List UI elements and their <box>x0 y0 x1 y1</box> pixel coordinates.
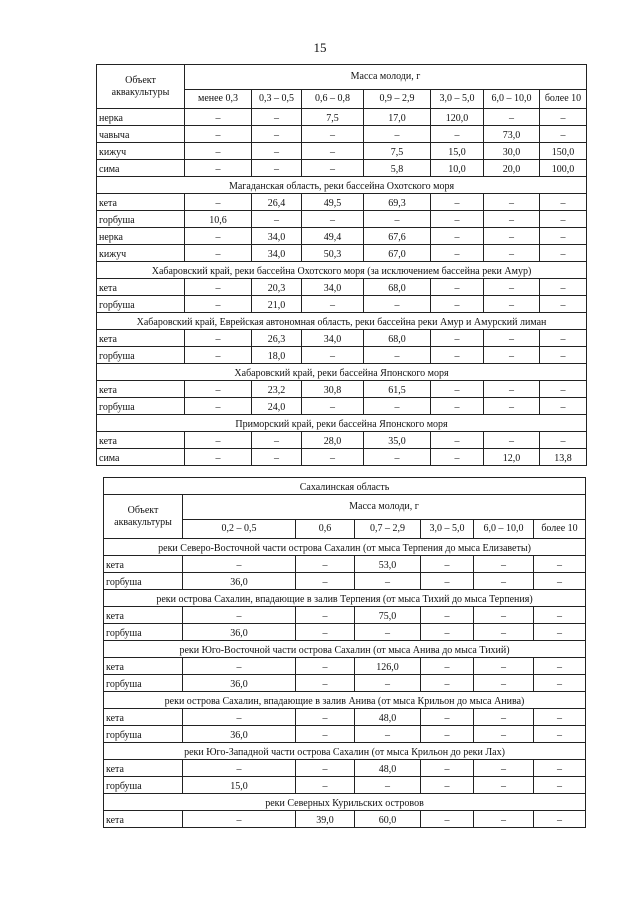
mass-cell: – <box>302 398 364 415</box>
mass-cell: – <box>431 279 484 296</box>
table-row <box>97 109 587 126</box>
species-name: кета <box>97 381 185 398</box>
mass-cell: – <box>474 777 534 794</box>
mass-cell: – <box>421 726 474 743</box>
table-row <box>97 381 587 398</box>
mass-cell: – <box>185 160 252 177</box>
mass-cell: – <box>252 109 302 126</box>
mass-cell: – <box>252 432 302 449</box>
object-header: Объект аквакультуры <box>97 65 185 109</box>
mass-cell: – <box>364 296 431 313</box>
species-name: нерка <box>97 109 185 126</box>
mass-cell: – <box>534 573 586 590</box>
mass-cell: – <box>431 330 484 347</box>
mass-cell: – <box>355 573 421 590</box>
table-row <box>97 330 587 347</box>
mass-cell: 30,8 <box>302 381 364 398</box>
mass-cell: – <box>296 658 355 675</box>
mass-cell: – <box>185 143 252 160</box>
mass-cell: – <box>484 432 540 449</box>
mass-cell: 28,0 <box>302 432 364 449</box>
table-row <box>97 279 587 296</box>
mass-cell: – <box>185 296 252 313</box>
mass-cell: 60,0 <box>355 811 421 828</box>
section-title: Хабаровский край, реки бассейна Охотского моря (за исключением бассейна реки Амур) <box>97 262 587 279</box>
mass-cell: – <box>355 777 421 794</box>
table-row <box>97 160 587 177</box>
object-header: Объект аквакультуры <box>104 495 183 539</box>
mass-cell: – <box>431 194 484 211</box>
mass-cell: 48,0 <box>355 760 421 777</box>
mass-cell: – <box>540 381 587 398</box>
mass-cell: 26,3 <box>252 330 302 347</box>
mass-cell: – <box>484 296 540 313</box>
mass-cell: – <box>474 556 534 573</box>
mass-cell: – <box>540 347 587 364</box>
mass-cell: – <box>421 607 474 624</box>
mass-cell: 10,6 <box>185 211 252 228</box>
mass-cell: 7,5 <box>302 109 364 126</box>
column-header: 0,3 – 0,5 <box>252 90 302 109</box>
mass-cell: – <box>355 675 421 692</box>
mass-cell: 49,5 <box>302 194 364 211</box>
section-row <box>104 590 586 607</box>
mass-cell: – <box>252 211 302 228</box>
mass-cell: – <box>183 607 296 624</box>
mass-cell: – <box>183 658 296 675</box>
mass-cell: – <box>252 449 302 466</box>
mass-cell: 48,0 <box>355 709 421 726</box>
species-name: горбуша <box>104 624 183 641</box>
mass-cell: – <box>474 726 534 743</box>
table-row <box>104 658 586 675</box>
mass-cell: 17,0 <box>364 109 431 126</box>
mass-cell: – <box>431 398 484 415</box>
mass-cell: 39,0 <box>296 811 355 828</box>
mass-cell: – <box>474 709 534 726</box>
section-title: реки Юго-Западной части острова Сахалин (от мыса Крильон до реки Лах) <box>104 743 586 760</box>
mass-cell: 36,0 <box>183 675 296 692</box>
section-row <box>97 415 587 432</box>
table-row <box>104 811 586 828</box>
mass-cell: 18,0 <box>252 347 302 364</box>
page-number: 15 <box>313 40 327 55</box>
mass-cell: – <box>421 777 474 794</box>
column-header: 3,0 – 5,0 <box>421 520 474 539</box>
table-row <box>104 624 586 641</box>
mass-cell: – <box>355 726 421 743</box>
mass-cell: – <box>484 398 540 415</box>
mass-cell: – <box>534 811 586 828</box>
mass-cell: – <box>185 381 252 398</box>
mass-cell: – <box>296 556 355 573</box>
mass-cell: – <box>252 143 302 160</box>
species-name: горбуша <box>104 675 183 692</box>
table-row <box>97 296 587 313</box>
mass-cell: – <box>484 194 540 211</box>
table-row <box>104 709 586 726</box>
mass-cell: – <box>534 675 586 692</box>
mass-cell: – <box>185 109 252 126</box>
species-name: кета <box>104 658 183 675</box>
mass-cell: – <box>185 245 252 262</box>
column-header: менее 0,3 <box>185 90 252 109</box>
table-row <box>104 675 586 692</box>
mass-cell: – <box>534 726 586 743</box>
mass-cell: – <box>421 811 474 828</box>
mass-cell: – <box>183 709 296 726</box>
mass-cell: 126,0 <box>355 658 421 675</box>
juvenile-mass-table-sakhalin <box>103 477 586 828</box>
mass-cell: – <box>484 381 540 398</box>
table-row <box>97 211 587 228</box>
section-title: Хабаровский край, реки бассейна Японского моря <box>97 364 587 381</box>
mass-cell: 36,0 <box>183 726 296 743</box>
mass-cell: – <box>296 675 355 692</box>
section-row <box>104 794 586 811</box>
mass-cell: – <box>431 211 484 228</box>
mass-cell: – <box>421 573 474 590</box>
mass-cell: – <box>484 228 540 245</box>
table-row <box>97 194 587 211</box>
section-title: Приморский край, реки бассейна Японского моря <box>97 415 587 432</box>
mass-cell: – <box>364 126 431 143</box>
mass-cell: – <box>185 279 252 296</box>
species-name: кета <box>104 811 183 828</box>
species-name: горбуша <box>104 573 183 590</box>
mass-cell: 20,0 <box>484 160 540 177</box>
mass-cell: – <box>302 347 364 364</box>
species-name: кета <box>97 432 185 449</box>
mass-cell: – <box>431 381 484 398</box>
mass-cell: – <box>484 109 540 126</box>
table-row <box>104 607 586 624</box>
mass-cell: – <box>296 709 355 726</box>
species-name: кета <box>97 279 185 296</box>
mass-cell: 35,0 <box>364 432 431 449</box>
mass-cell: 26,4 <box>252 194 302 211</box>
mass-cell: – <box>185 194 252 211</box>
mass-cell: – <box>421 658 474 675</box>
species-name: чавыча <box>97 126 185 143</box>
mass-cell: 34,0 <box>252 245 302 262</box>
mass-cell: 12,0 <box>484 449 540 466</box>
mass-cell: – <box>431 296 484 313</box>
mass-cell: – <box>540 296 587 313</box>
mass-cell: 50,3 <box>302 245 364 262</box>
table-row <box>97 143 587 160</box>
mass-cell: – <box>534 777 586 794</box>
table-row <box>104 573 586 590</box>
mass-cell: – <box>364 347 431 364</box>
mass-cell: – <box>183 556 296 573</box>
mass-cell: – <box>302 126 364 143</box>
mass-cell: – <box>484 245 540 262</box>
table-row <box>104 726 586 743</box>
section-row <box>97 177 587 194</box>
column-header: 0,2 – 0,5 <box>183 520 296 539</box>
species-name: кижуч <box>97 245 185 262</box>
mass-cell: – <box>540 194 587 211</box>
mass-cell: 68,0 <box>364 330 431 347</box>
mass-cell: – <box>540 228 587 245</box>
region-title: Сахалинская область <box>104 478 586 495</box>
mass-cell: – <box>302 160 364 177</box>
table-row <box>97 228 587 245</box>
mass-cell: – <box>534 760 586 777</box>
mass-cell: – <box>484 347 540 364</box>
table-row <box>104 760 586 777</box>
table-row <box>97 347 587 364</box>
mass-cell: – <box>474 573 534 590</box>
mass-cell: – <box>540 109 587 126</box>
mass-cell: – <box>296 573 355 590</box>
mass-cell: 61,5 <box>364 381 431 398</box>
section-title: реки Юго-Восточной части острова Сахалин (от мыса Анива до мыса Тихий) <box>104 641 586 658</box>
mass-cell: – <box>540 279 587 296</box>
mass-cell: – <box>421 709 474 726</box>
mass-cell: – <box>484 330 540 347</box>
mass-cell: 7,5 <box>364 143 431 160</box>
mass-cell: – <box>296 607 355 624</box>
mass-cell: – <box>421 556 474 573</box>
mass-cell: – <box>185 330 252 347</box>
section-row <box>97 262 587 279</box>
mass-cell: – <box>296 624 355 641</box>
mass-cell: – <box>421 760 474 777</box>
section-row <box>104 692 586 709</box>
mass-cell: – <box>534 658 586 675</box>
mass-cell: – <box>431 347 484 364</box>
species-name: кета <box>104 760 183 777</box>
mass-cell: – <box>534 607 586 624</box>
mass-cell: 53,0 <box>355 556 421 573</box>
mass-cell: – <box>302 211 364 228</box>
mass-cell: – <box>474 760 534 777</box>
mass-cell: – <box>534 624 586 641</box>
species-name: кета <box>104 709 183 726</box>
species-name: кета <box>104 607 183 624</box>
mass-cell: 73,0 <box>484 126 540 143</box>
column-header: 6,0 – 10,0 <box>474 520 534 539</box>
section-row <box>104 641 586 658</box>
section-row <box>104 743 586 760</box>
mass-cell: 120,0 <box>431 109 484 126</box>
mass-cell: – <box>183 760 296 777</box>
mass-cell: – <box>185 126 252 143</box>
mass-cell: – <box>364 211 431 228</box>
mass-cell: – <box>474 675 534 692</box>
section-title: реки Северных Курильских островов <box>104 794 586 811</box>
mass-cell: – <box>431 245 484 262</box>
mass-cell: 100,0 <box>540 160 587 177</box>
column-header: 0,7 – 2,9 <box>355 520 421 539</box>
mass-cell: 30,0 <box>484 143 540 160</box>
species-name: горбуша <box>104 726 183 743</box>
species-name: горбуша <box>104 777 183 794</box>
mass-cell: 34,0 <box>302 330 364 347</box>
region-row <box>104 478 586 495</box>
mass-cell: 69,3 <box>364 194 431 211</box>
mass-cell: 68,0 <box>364 279 431 296</box>
mass-cell: – <box>474 624 534 641</box>
mass-cell: 13,8 <box>540 449 587 466</box>
mass-cell: – <box>474 607 534 624</box>
mass-cell: – <box>421 624 474 641</box>
column-header: более 10 <box>540 90 587 109</box>
section-row <box>104 539 586 556</box>
section-title: реки острова Сахалин, впадающие в залив Терпения (от мыса Тихий до мыса Терпения) <box>104 590 586 607</box>
mass-cell: – <box>355 624 421 641</box>
mass-cell: – <box>302 296 364 313</box>
mass-cell: 36,0 <box>183 573 296 590</box>
species-name: кета <box>97 330 185 347</box>
mass-cell: – <box>431 432 484 449</box>
table-row <box>97 432 587 449</box>
mass-cell: – <box>534 709 586 726</box>
mass-cell: – <box>474 811 534 828</box>
header-row <box>104 495 586 520</box>
mass-cell: – <box>252 126 302 143</box>
table-row <box>97 449 587 466</box>
species-name: сима <box>97 160 185 177</box>
table-row <box>104 556 586 573</box>
mass-cell: – <box>302 143 364 160</box>
mass-cell: 20,3 <box>252 279 302 296</box>
mass-cell: – <box>364 398 431 415</box>
section-title: реки острова Сахалин, впадающие в залив Анива (от мыса Крильон до мыса Анива) <box>104 692 586 709</box>
mass-cell: – <box>252 160 302 177</box>
mass-cell: – <box>540 245 587 262</box>
mass-cell: – <box>431 126 484 143</box>
species-name: кета <box>104 556 183 573</box>
mass-header: Масса молоди, г <box>185 65 587 90</box>
species-name: горбуша <box>97 211 185 228</box>
mass-cell: – <box>185 398 252 415</box>
mass-cell: – <box>183 811 296 828</box>
mass-cell: – <box>431 449 484 466</box>
mass-cell: – <box>540 432 587 449</box>
mass-cell: 75,0 <box>355 607 421 624</box>
species-name: кижуч <box>97 143 185 160</box>
mass-cell: 24,0 <box>252 398 302 415</box>
mass-cell: – <box>185 228 252 245</box>
mass-cell: – <box>540 398 587 415</box>
species-name: нерка <box>97 228 185 245</box>
mass-cell: – <box>474 658 534 675</box>
mass-cell: 49,4 <box>302 228 364 245</box>
section-title: Хабаровский край, Еврейская автономная область, реки бассейна реки Амур и Амурский лиман <box>97 313 587 330</box>
mass-cell: – <box>540 126 587 143</box>
mass-cell: – <box>185 449 252 466</box>
mass-cell: 34,0 <box>252 228 302 245</box>
mass-cell: – <box>431 228 484 245</box>
mass-header: Масса молоди, г <box>183 495 586 520</box>
mass-cell: 10,0 <box>431 160 484 177</box>
column-header: более 10 <box>534 520 586 539</box>
column-header: 0,6 <box>296 520 355 539</box>
mass-cell: – <box>484 211 540 228</box>
juvenile-mass-table-1 <box>96 64 587 466</box>
species-name: кета <box>97 194 185 211</box>
column-header: 6,0 – 10,0 <box>484 90 540 109</box>
mass-cell: – <box>296 760 355 777</box>
section-title: Магаданская область, реки бассейна Охотского моря <box>97 177 587 194</box>
mass-cell: 15,0 <box>183 777 296 794</box>
mass-cell: 5,8 <box>364 160 431 177</box>
section-row <box>97 313 587 330</box>
mass-cell: 21,0 <box>252 296 302 313</box>
mass-cell: – <box>534 556 586 573</box>
header-row <box>97 65 587 90</box>
column-header: 3,0 – 5,0 <box>431 90 484 109</box>
mass-cell: 15,0 <box>431 143 484 160</box>
mass-cell: – <box>364 449 431 466</box>
mass-cell: – <box>484 279 540 296</box>
section-row <box>97 364 587 381</box>
species-name: горбуша <box>97 296 185 313</box>
mass-cell: 34,0 <box>302 279 364 296</box>
mass-cell: 67,6 <box>364 228 431 245</box>
table-row <box>97 126 587 143</box>
column-header: 0,6 – 0,8 <box>302 90 364 109</box>
mass-cell: – <box>421 675 474 692</box>
mass-cell: 67,0 <box>364 245 431 262</box>
species-name: горбуша <box>97 347 185 364</box>
mass-cell: – <box>540 330 587 347</box>
mass-cell: – <box>185 432 252 449</box>
mass-cell: 150,0 <box>540 143 587 160</box>
section-title: реки Северо-Восточной части острова Сахалин (от мыса Терпения до мыса Елизаветы) <box>104 539 586 556</box>
column-header: 0,9 – 2,9 <box>364 90 431 109</box>
table-row <box>97 245 587 262</box>
mass-cell: – <box>185 347 252 364</box>
mass-cell: – <box>302 449 364 466</box>
table-row <box>97 398 587 415</box>
mass-cell: – <box>540 211 587 228</box>
mass-cell: – <box>296 726 355 743</box>
species-name: горбуша <box>97 398 185 415</box>
table-row <box>104 777 586 794</box>
mass-cell: – <box>296 777 355 794</box>
species-name: сима <box>97 449 185 466</box>
mass-cell: 23,2 <box>252 381 302 398</box>
mass-cell: 36,0 <box>183 624 296 641</box>
